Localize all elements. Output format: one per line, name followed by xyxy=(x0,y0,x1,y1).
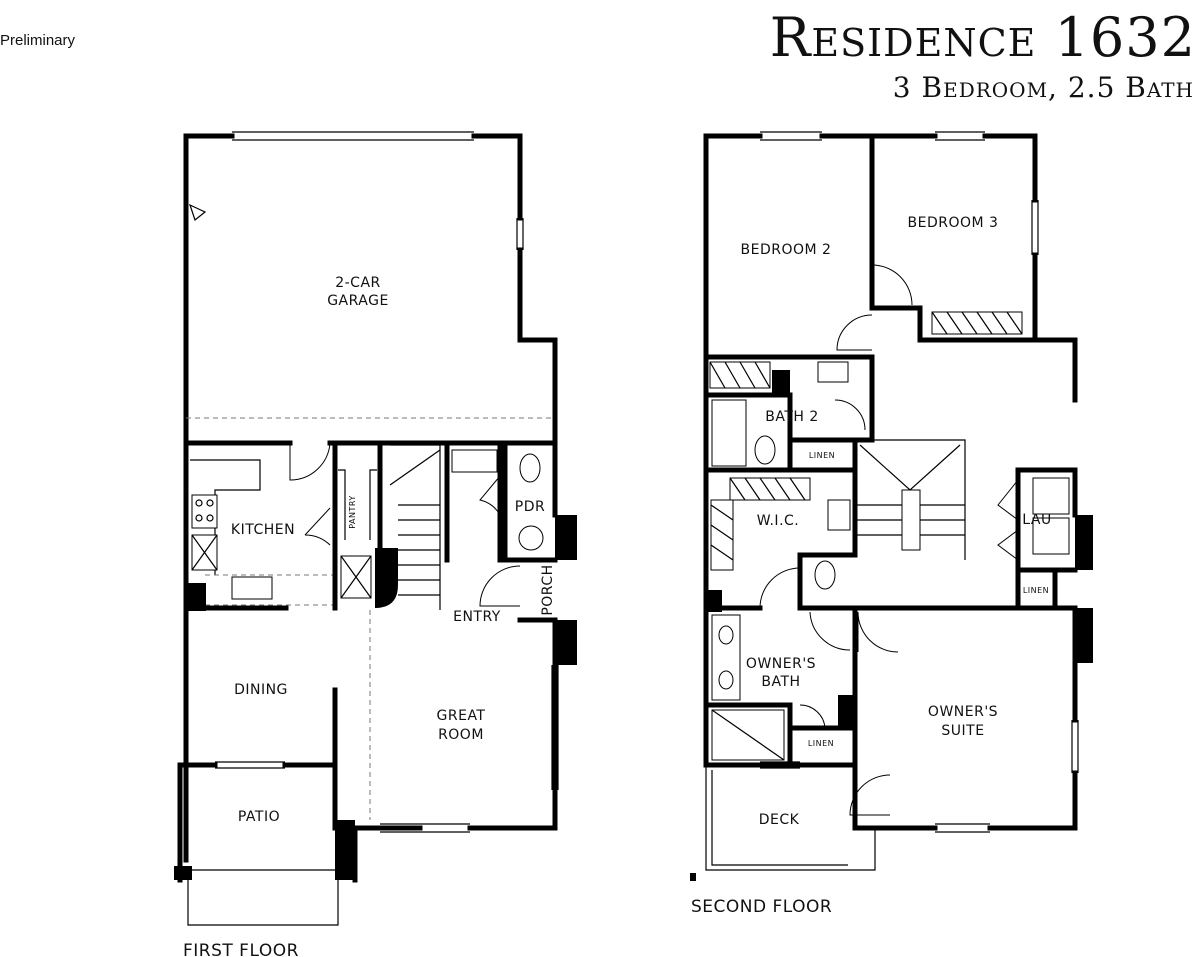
bedroom2-door-swing xyxy=(837,315,872,350)
deck-post xyxy=(690,873,696,881)
toilet-room-door-swing xyxy=(810,612,850,650)
stair-wall xyxy=(375,548,398,608)
room-label-kitchen: KITCHEN xyxy=(230,522,296,538)
room-label-pantry: PANTRY xyxy=(348,495,357,529)
room-label-bath2: BATH 2 xyxy=(765,409,819,425)
owners-suite-door-swing xyxy=(858,612,898,652)
plan-title: Residence 1632 xyxy=(769,6,1196,69)
stair-break-line xyxy=(390,450,440,485)
patio-slab xyxy=(188,870,338,925)
garage-door-swing xyxy=(290,443,330,480)
plan-subtitle: 3 Bedroom, 2.5 Bath xyxy=(892,71,1194,104)
bath2-tub xyxy=(712,400,746,466)
pdr-sink xyxy=(519,526,543,550)
room-label-bedroom3: BEDROOM 3 xyxy=(907,215,999,231)
laundry-bifold-door xyxy=(998,480,1018,560)
owners-sink-1 xyxy=(719,626,733,644)
wic-shelf-right xyxy=(828,500,850,530)
first-floor-caption: FIRST FLOOR xyxy=(183,941,299,957)
garage-water-heater xyxy=(190,205,205,220)
porch-column-top xyxy=(555,515,577,560)
cooktop xyxy=(192,495,217,528)
room-label-garage-line2: GARAGE xyxy=(327,293,389,309)
wic-shelf-left xyxy=(711,500,733,570)
room-label-linen2: LINEN xyxy=(1022,586,1050,595)
room-label-linen3: LINEN xyxy=(807,739,835,748)
room-label-entry: ENTRY xyxy=(453,609,501,625)
porch-column-bottom xyxy=(555,620,577,665)
room-label-great-room-line2: ROOM xyxy=(438,727,484,743)
room-label-dining: DINING xyxy=(234,682,288,698)
bath2-door-swing xyxy=(835,400,865,430)
dining-great-wall xyxy=(335,690,355,828)
room-label-owners-bath-line2: BATH xyxy=(761,674,801,690)
patio-column-left xyxy=(174,866,192,880)
room-label-patio: PATIO xyxy=(237,809,281,825)
room-label-great-room-line1: GREAT xyxy=(436,708,486,724)
bedroom3-closet-shelf xyxy=(932,312,1022,334)
bath2-toilet xyxy=(755,436,775,464)
closet-door-swing xyxy=(480,476,500,515)
great-room-walls xyxy=(355,620,555,880)
owners-sink-2 xyxy=(719,671,733,689)
owners-suite-window xyxy=(935,824,990,832)
garage-side-window xyxy=(517,218,523,250)
room-label-porch: PORCH xyxy=(540,564,556,616)
kitchen-island-sink xyxy=(232,577,272,599)
coat-closet-shelf xyxy=(452,450,497,472)
owners-toilet xyxy=(815,561,835,589)
owners-suite-side-window xyxy=(1072,720,1078,773)
room-label-bedroom2: BEDROOM 2 xyxy=(740,242,832,258)
room-label-pdr: PDR xyxy=(514,499,546,515)
second-floor-plan xyxy=(690,132,1093,917)
room-label-wic: W.I.C. xyxy=(756,513,800,529)
bedroom3-door-swing xyxy=(872,265,912,305)
wic-door-swing xyxy=(760,568,800,608)
wic-wall-block xyxy=(706,590,722,612)
bath2-wall-block xyxy=(772,370,790,394)
room-label-owners-bath-line1: OWNER'S xyxy=(745,656,817,672)
stair-rail xyxy=(902,490,920,550)
pantry-door-swing xyxy=(305,508,330,545)
room-label-garage-line1: 2-CAR xyxy=(335,275,381,291)
room-label-lau: LAU xyxy=(1022,512,1052,528)
pdr-toilet xyxy=(520,454,540,482)
patio-column-right xyxy=(335,820,355,880)
bedroom3-side-window xyxy=(1032,200,1038,255)
owners-suite-column xyxy=(1075,608,1093,663)
bath2-sink xyxy=(818,362,848,382)
second-floor-caption: SECOND FLOOR xyxy=(691,897,833,917)
room-label-deck: DECK xyxy=(758,812,800,828)
room-label-owners-suite-line1: OWNER'S xyxy=(927,704,999,720)
linen3-door-swing xyxy=(800,705,825,728)
room-label-owners-suite-line2: SUITE xyxy=(941,723,985,739)
laundry-column xyxy=(1075,515,1093,570)
preliminary-label: Preliminary xyxy=(0,32,76,49)
pantry-shelves xyxy=(338,470,377,540)
first-floor-plan xyxy=(174,132,577,957)
room-label-linen1: LINEN xyxy=(808,451,836,460)
washer xyxy=(1033,478,1069,514)
patio-slider xyxy=(215,762,285,768)
pdr-door-swing xyxy=(480,566,520,606)
garage-door-opening xyxy=(232,132,474,140)
bedroom2-closet-shelf xyxy=(710,362,770,388)
